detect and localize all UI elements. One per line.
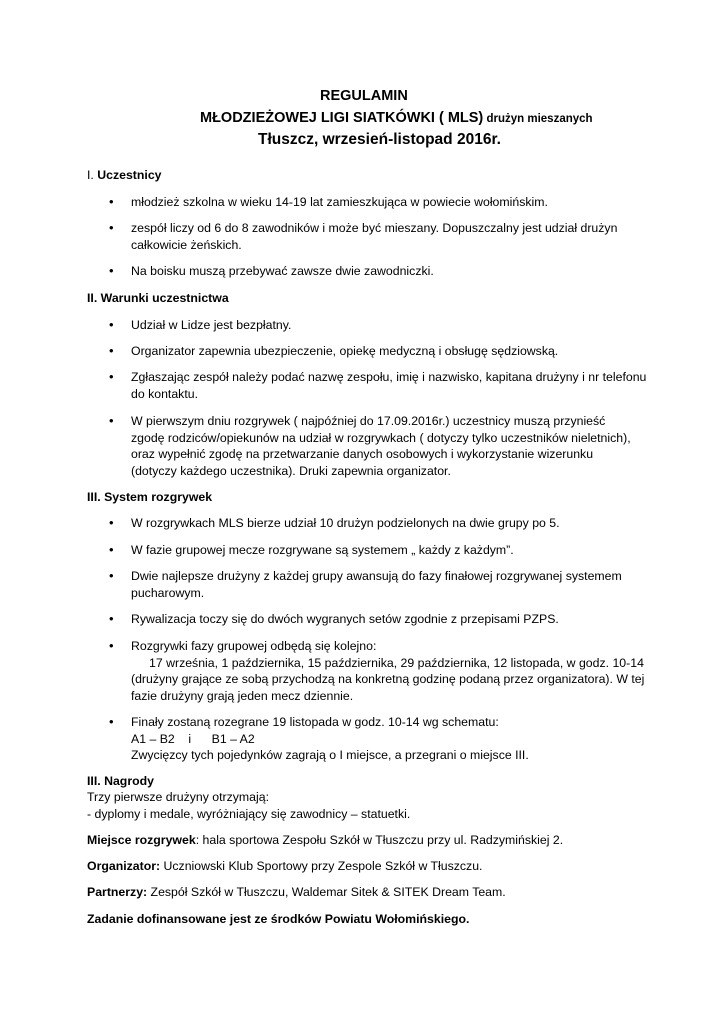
section-1-heading [87, 167, 162, 184]
list-item [131, 369, 651, 402]
venue-text: : hala sportowa Zespołu Szkół w Tłuszczu przy ul. Radzymińskiej 2. [195, 833, 564, 847]
bullet: • [109, 369, 114, 384]
bullet: • [109, 413, 114, 428]
list-item [131, 220, 651, 253]
bullet: • [109, 542, 114, 557]
prizes-text [87, 789, 410, 822]
bullet: • [109, 194, 114, 209]
item-line: A1 – B2 i B1 – A2 [131, 731, 255, 746]
prizes-line: Trzy pierwsze drużyny otrzymają: [87, 790, 269, 804]
item-line: Zwycięzcy tych pojedynków zagrają o I miejsce, a przegrani o miejsce III. [131, 748, 529, 762]
doc-title: REGULAMIN [320, 88, 408, 104]
section-3-heading: III. System rozgrywek [87, 490, 213, 504]
item-line: pucharowym. [131, 585, 205, 600]
item-line: 17 września, 1 października, 15 października, 29 października, 12 listopada, w godz. 10-14 [149, 655, 644, 670]
organizer-label: Organizator: [87, 859, 161, 873]
item-line: W pierwszym dniu rozgrywek ( najpóźniej do 17.09.2016r.) uczestnicy muszą przynieść [131, 414, 606, 428]
list-item [131, 413, 651, 479]
bullet: • [109, 611, 114, 626]
item-line: Zgłaszając zespół należy podać nazwę zespołu, imię i nazwisko, kapitana drużyny i nr telefonu [131, 370, 647, 384]
list-item [131, 611, 651, 628]
item-line: W rozgrywkach MLS bierze udział 10 drużyn podzielonych na dwie grupy po 5. [131, 516, 560, 530]
item-line: zespół liczy od 6 do 8 zawodników i może być mieszany. Dopuszczalny jest udział drużyn [131, 221, 618, 235]
list-item [131, 638, 651, 704]
prizes-line: - dyplomy i medale, wyróżniający się zawodnicy – statuetki. [87, 806, 411, 821]
bullet: • [109, 714, 114, 729]
item-line: (drużyny grające ze sobą przychodzą na konkretną godzinę podaną przez organizatora). W tej [131, 672, 645, 686]
item-line: całkowicie żeńskich. [131, 237, 242, 252]
partners-label: Partnerzy: [87, 885, 148, 899]
item-line: Rozgrywki fazy grupowej odbędą się kolejno: [131, 639, 377, 653]
item-line: zgodę rodziców/opiekunów na udział w rozgrywkach ( dotyczy tylko uczestników nieletnich), [131, 430, 631, 445]
doc-subtitle [200, 110, 593, 128]
bullet: • [109, 638, 114, 653]
item-line: W fazie grupowej mecze rozgrywane są systemem „ każdy z każdym”. [131, 543, 514, 557]
item-line: Rywalizacja toczy się do dwóch wygranych setów zgodnie z przepisami PZPS. [131, 612, 559, 626]
subtitle-main: MŁODZIEŻOWEJ LIGI SIATKÓWKI ( MLS) [200, 110, 484, 126]
list-item [131, 568, 651, 601]
doc-place-date: Tłuszcz, wrzesień-listopad 2016r. [258, 131, 501, 148]
item-line: Organizator zapewnia ubezpieczenie, opiekę medyczną i obsługę sędziowską. [131, 344, 559, 358]
bullet: • [109, 263, 114, 278]
funding-note: Zadanie dofinansowane jest ze środków Powiatu Wołomińskiego. [87, 912, 470, 926]
item-line: Na boisku muszą przebywać zawsze dwie zawodniczki. [131, 264, 434, 278]
item-line: oraz wypełnić zgodę na przetwarzanie danych osobowych i wykorzystanie wizerunku [131, 447, 594, 461]
list-item [131, 515, 651, 532]
item-line: młodzież szkolna w wieku 14-19 lat zamieszkująca w powiecie wołomińskim. [131, 195, 548, 209]
bullet: • [109, 220, 114, 235]
list-item [131, 714, 651, 764]
section-2-heading: II. Warunki uczestnictwa [87, 291, 229, 305]
bullet: • [109, 317, 114, 332]
section-4-heading: III. Nagrody [87, 774, 154, 788]
list-item [131, 542, 651, 559]
item-line: Dwie najlepsze drużyny z każdej grupy awansują do fazy finałowej rozgrywanej systemem [131, 569, 622, 583]
venue-label: Miejsce rozgrywek [87, 833, 196, 847]
organizer-paragraph [87, 858, 482, 875]
section-1-title: Uczestnicy [97, 168, 162, 182]
venue-paragraph [87, 832, 563, 849]
bullet: • [109, 343, 114, 358]
item-line: Udział w Lidze jest bezpłatny. [131, 318, 292, 332]
subtitle-small: drużyn mieszanych [483, 113, 593, 125]
item-line: fazie drużyny grają jeden mecz dziennie. [131, 688, 354, 703]
section-1-number: I. [87, 168, 98, 182]
bullet: • [109, 568, 114, 583]
organizer-text: Uczniowski Klub Sportowy przy Zespole Szkół w Tłuszczu. [160, 859, 483, 873]
list-item [131, 263, 651, 280]
list-item [131, 343, 651, 360]
item-line: (dotyczy każdego uczestnika). Druki zapewnia organizator. [131, 463, 451, 478]
item-line: do kontaktu. [131, 386, 198, 401]
list-item [131, 194, 651, 211]
list-item [131, 317, 651, 334]
partners-text: Zespół Szkół w Tłuszczu, Waldemar Sitek & SITEK Dream Team. [147, 885, 506, 899]
item-line: Finały zostaną rozegrane 19 listopada w godz. 10-14 wg schematu: [131, 715, 499, 729]
partners-paragraph [87, 884, 506, 901]
bullet: • [109, 515, 114, 530]
